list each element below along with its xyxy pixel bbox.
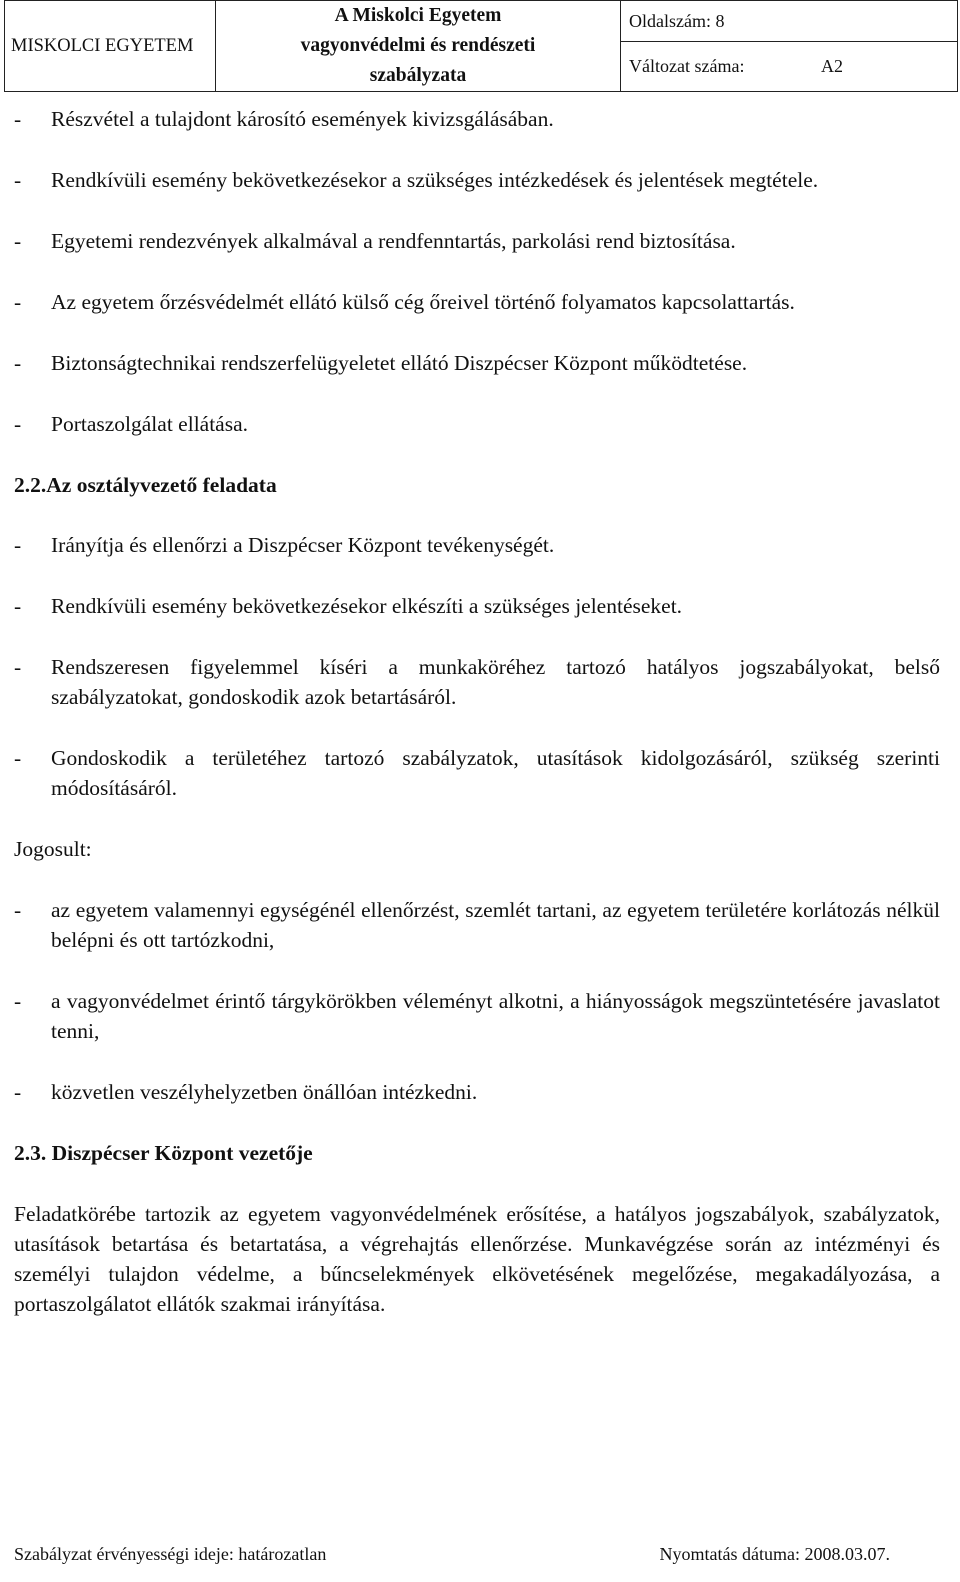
header-page-number: Oldalszám: 8	[621, 1, 958, 42]
header-version-label: Változat száma:	[629, 56, 745, 76]
list-item: - Biztonságtechnikai rendszerfelügyeletet ellátó Diszpécser Központ működtetése.	[14, 351, 748, 375]
footer-print-date: Nyomtatás dátuma: 2008.03.07.	[659, 1544, 890, 1564]
section-heading-2-2: 2.2.Az osztályvezető feladata	[14, 473, 277, 497]
page-footer	[14, 1544, 890, 1565]
header-title-line3: szabályzata	[369, 65, 467, 86]
list-item: - közvetlen veszélyhelyzetben önállóan intézkedni.	[14, 1080, 478, 1104]
section-heading-2-3: 2.3. Diszpécser Központ vezetője	[14, 1141, 313, 1165]
list-item: - Rendkívüli esemény bekövetkezésekor elkészíti a szükséges jelentéseket.	[14, 594, 683, 618]
list-item: - Részvétel a tulajdont károsító események kivizsgálásában.	[14, 107, 554, 131]
page-header	[4, 0, 958, 92]
header-version-value: A2	[821, 56, 843, 76]
section-2-3-paragraph: Feladatkörébe tartozik az egyetem vagyonvédelmének erősítése, a hatályos jogszabályok, szabályzatok, utasítások betartása és betartatása, a végrehajtás ellenőrzése. Munkavégzése során az intézményi és személyi tulajdon védelme, a bűncselekmények elkövetésének megelőzése, megakadályozása, a portaszolgálatot ellátók szakmai irányítása.	[14, 1202, 940, 1316]
header-version	[621, 42, 958, 92]
header-title	[216, 1, 621, 92]
list-item: - Rendszeresen figyelemmel kíséri a munkaköréhez tartozó hatályos jogszabályokat, belső szabályzatokat, gondoskodik azok betartásáról.	[14, 655, 940, 709]
list-item: - a vagyonvédelmet érintő tárgykörökben véleményt alkotni, a hiányosságok megszüntetésére javaslatot tenni,	[14, 989, 940, 1043]
list-item: - Az egyetem őrzésvédelmét ellátó külső cég őreivel történő folyamatos kapcsolattartás.	[14, 290, 795, 314]
list-item: - Irányítja és ellenőrzi a Diszpécser Központ tevékenységét.	[14, 533, 555, 557]
header-title-line1: A Miskolci Egyetem	[334, 5, 502, 26]
list-item: - Gondoskodik a területéhez tartozó szabályzatok, utasítások kidolgozásáról, szükség szerinti módosításáról.	[14, 746, 940, 800]
header-org: MISKOLCI EGYETEM	[5, 1, 216, 92]
list-item: - Portaszolgálat ellátása.	[14, 412, 249, 436]
footer-validity: Szabályzat érvényességi ideje: határozatlan	[14, 1544, 327, 1564]
list-item: - Rendkívüli esemény bekövetkezésekor a szükséges intézkedések és jelentések megtétele.	[14, 168, 819, 192]
document-body	[14, 100, 940, 1319]
list-item: - Egyetemi rendezvények alkalmával a rendfenntartás, parkolási rend biztosítása.	[14, 229, 736, 253]
jogosult-label: Jogosult:	[14, 837, 92, 861]
header-title-line2: vagyonvédelmi és rendészeti	[300, 35, 536, 56]
list-item: - az egyetem valamennyi egységénél ellenőrzést, szemlét tartani, az egyetem területére korlátozás nélkül belépni és ott tartózkodni,	[14, 898, 940, 952]
